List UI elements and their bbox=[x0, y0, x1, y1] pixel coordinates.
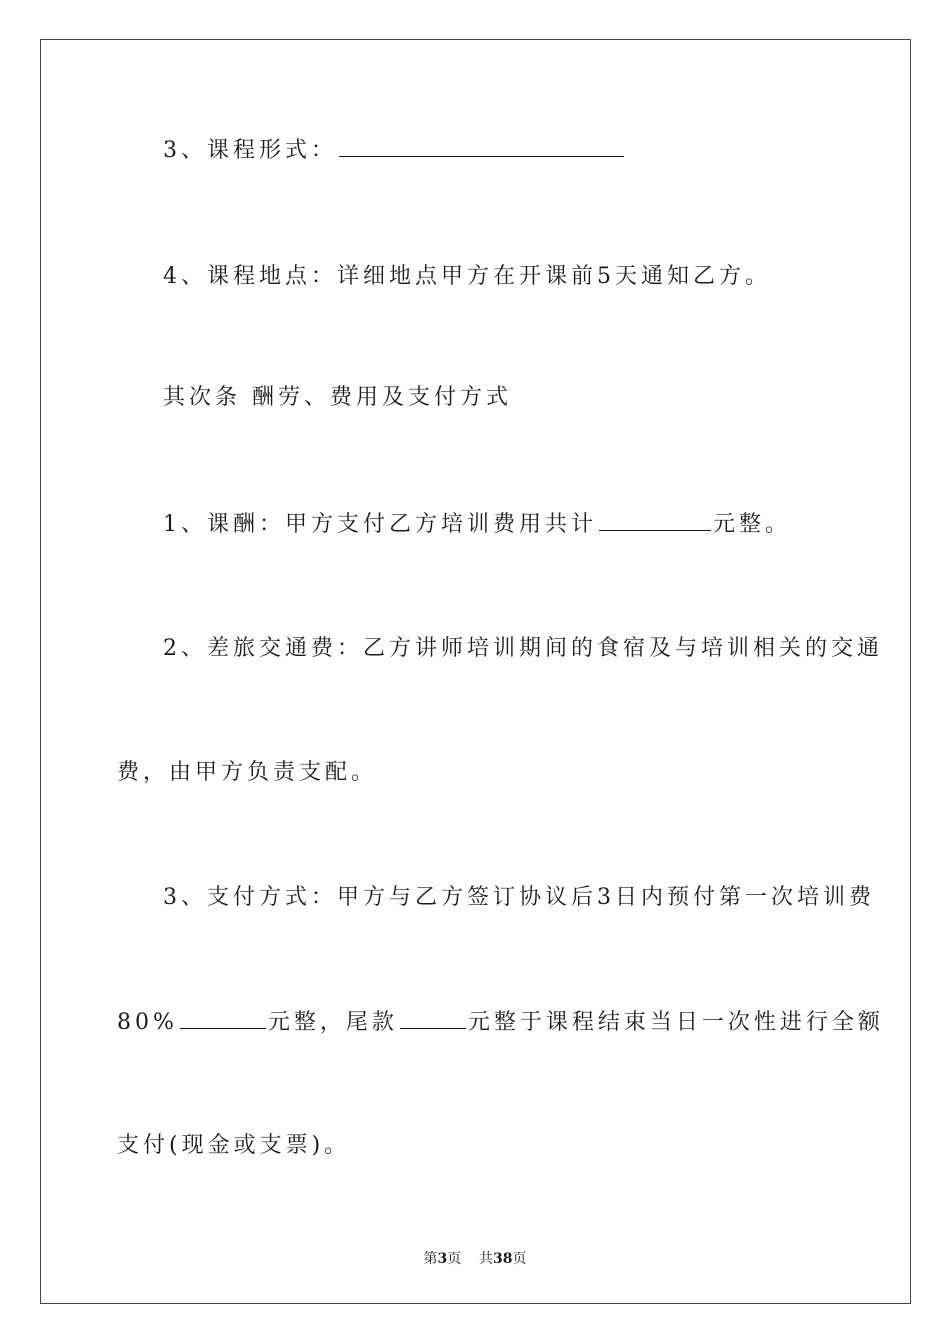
travel-line-2: 费，由甲方负责支配。 bbox=[117, 760, 378, 785]
balance-blank bbox=[400, 1010, 466, 1029]
page-prefix: 第 bbox=[423, 1251, 438, 1267]
fee-line bbox=[163, 510, 791, 540]
payment-line-3: 支付(现金或支票)。 bbox=[117, 1133, 351, 1158]
page-suffix: 页 bbox=[447, 1251, 462, 1267]
fee-blank bbox=[599, 512, 711, 531]
total-prefix: 共 bbox=[479, 1251, 494, 1267]
section-heading: 其次条 酬劳、费用及支付方式 bbox=[163, 385, 512, 410]
payment-line-2 bbox=[117, 1008, 884, 1038]
page-number: 3 bbox=[437, 1251, 448, 1267]
course-format-line bbox=[163, 136, 626, 166]
payment-line-1: 3、支付方式：甲方与乙方签订协议后3日内预付第一次培训费 bbox=[163, 885, 875, 910]
fee-unit: 元整。 bbox=[713, 512, 792, 537]
payment-mid: 元整，尾款 bbox=[267, 1010, 398, 1035]
fee-label: 1、课酬：甲方支付乙方培训费用共计 bbox=[163, 512, 597, 537]
page-border bbox=[40, 39, 911, 1304]
prepay-blank bbox=[180, 1010, 266, 1029]
total-pages: 38 bbox=[493, 1251, 513, 1267]
total-suffix: 页 bbox=[512, 1251, 527, 1267]
payment-percent: 80% bbox=[117, 1010, 178, 1035]
payment-tail: 元整于课程结束当日一次性进行全额 bbox=[467, 1010, 884, 1035]
course-location-line: 4、课程地点：详细地点甲方在开课前5天通知乙方。 bbox=[163, 264, 771, 289]
course-format-label: 3、课程形式： bbox=[163, 138, 337, 163]
course-format-blank bbox=[339, 138, 624, 157]
travel-line-1: 2、差旅交通费：乙方讲师培训期间的食宿及与培训相关的交通 bbox=[163, 636, 883, 661]
page-footer bbox=[0, 1248, 950, 1268]
